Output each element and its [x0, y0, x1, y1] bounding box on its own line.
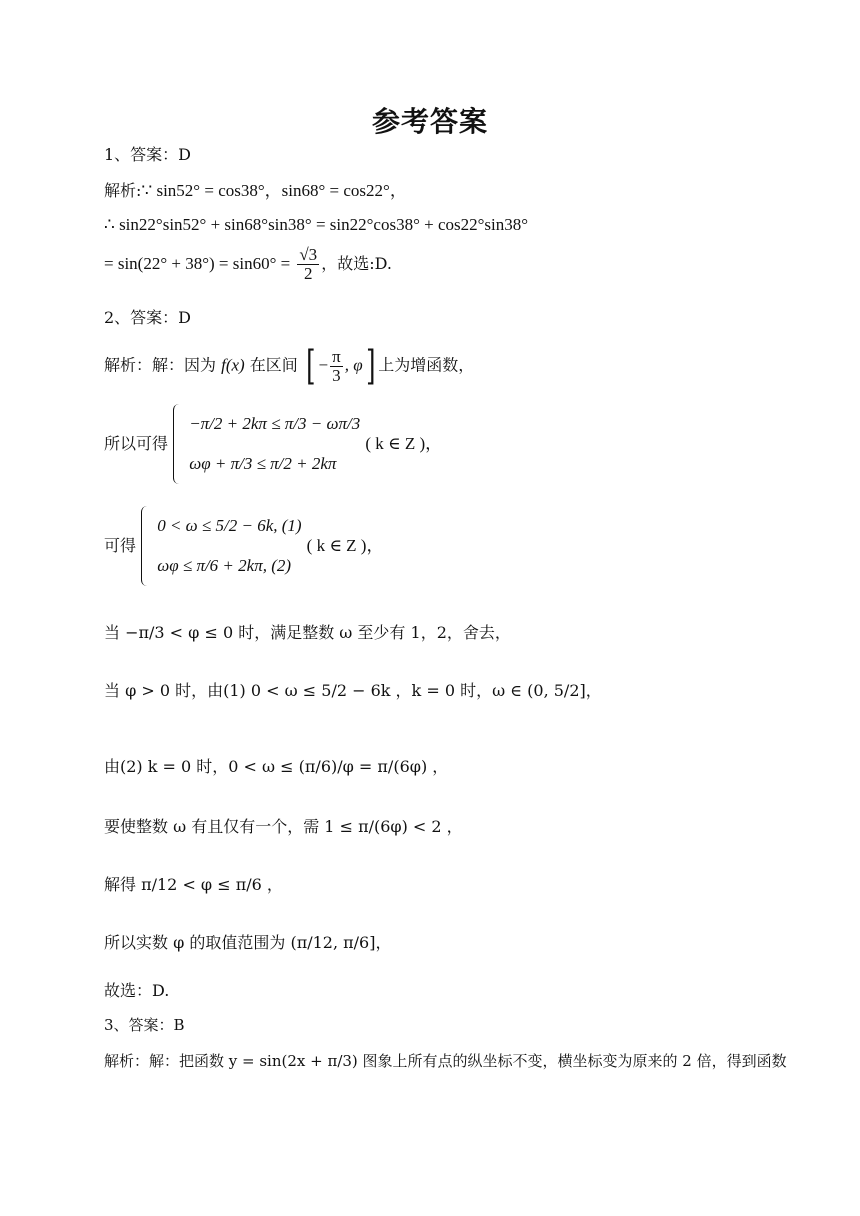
q1-answer: 1、答案：D [104, 145, 192, 164]
q3-answer: 3、答案：B [104, 1016, 185, 1034]
q2-system-row2: ωφ + π/3 ≤ π/2 + 2kπ [189, 454, 337, 473]
q2-step8: 解得 π/12 < φ ≤ π/6 ， [104, 875, 283, 894]
q2-step5: 当 φ > 0 时，由(1) 0 < ω ≤ 5/2 − 6k ，k = 0 时，ω ∈ (0, 5/2]， [104, 681, 602, 700]
q1-analysis-line3: = sin(22° + 38°) = sin60° = $\frac{√3}{2}$ ，故选:D. [104, 245, 392, 283]
q2-system2-row2: ωφ ≤ π/6 + 2kπ, (2) [157, 556, 292, 575]
q3-analysis-line1: 解析：解：把函数 y = sin(2x + π/3) 图象上所有点的纵坐标不变，横坐标变为原来的 2 倍，得到函数 [104, 1052, 787, 1070]
q2-step4: 当 −π/3 < φ ≤ 0 时，满足整数 ω 至少有 1，2，舍去， [104, 623, 511, 642]
q2-step2-system: 所以可得 −π/2 + 2kπ ≤ π/3 − ωπ/3 ωφ + π/3 ≤ π/2 + 2kπ ( k ∈ Z )， [104, 404, 442, 484]
page-title: 参考答案 [371, 105, 488, 138]
q1-analysis-line2: ∴ sin22°sin52° + sin68°sin38° = sin22°cos38° + cos22°sin38° [104, 215, 529, 234]
q2-step7: 要使整数 ω 有且仅有一个，需 1 ≤ π/(6φ) < 2 ， [104, 817, 463, 836]
q2-system2-row1: 0 < ω ≤ 5/2 − 6k, (1) [157, 516, 302, 535]
q2-step3-system: 可得 0 < ω ≤ 5/2 − 6k, (1) ωφ ≤ π/6 + 2kπ, (2) ( k ∈ Z )， [104, 506, 383, 586]
q2-step9: 所以实数 φ 的取值范围为 (π/12, π/6]， [104, 933, 392, 952]
q1-analysis-line1: 解析:∵ sin52° = cos38°，sin68° = cos22°， [104, 181, 407, 200]
q2-system-row1: −π/2 + 2kπ ≤ π/3 − ωπ/3 [189, 414, 361, 433]
q2-step1: 解析：解：因为 f(x) 在区间 [ − $\frac{\pi}{3}$ , φ] 上为增函数， [104, 343, 475, 389]
sqrt3-over-2-fraction: $\frac{√3}{2}$ [299, 245, 318, 283]
q2-answer: 2、答案：D [104, 308, 192, 327]
q2-step6: 由(2) k = 0 时，0 < ω ≤ (π/6)/φ = π/(6φ) ， [104, 757, 449, 776]
q2-step10: 故选：D. [104, 981, 170, 1000]
